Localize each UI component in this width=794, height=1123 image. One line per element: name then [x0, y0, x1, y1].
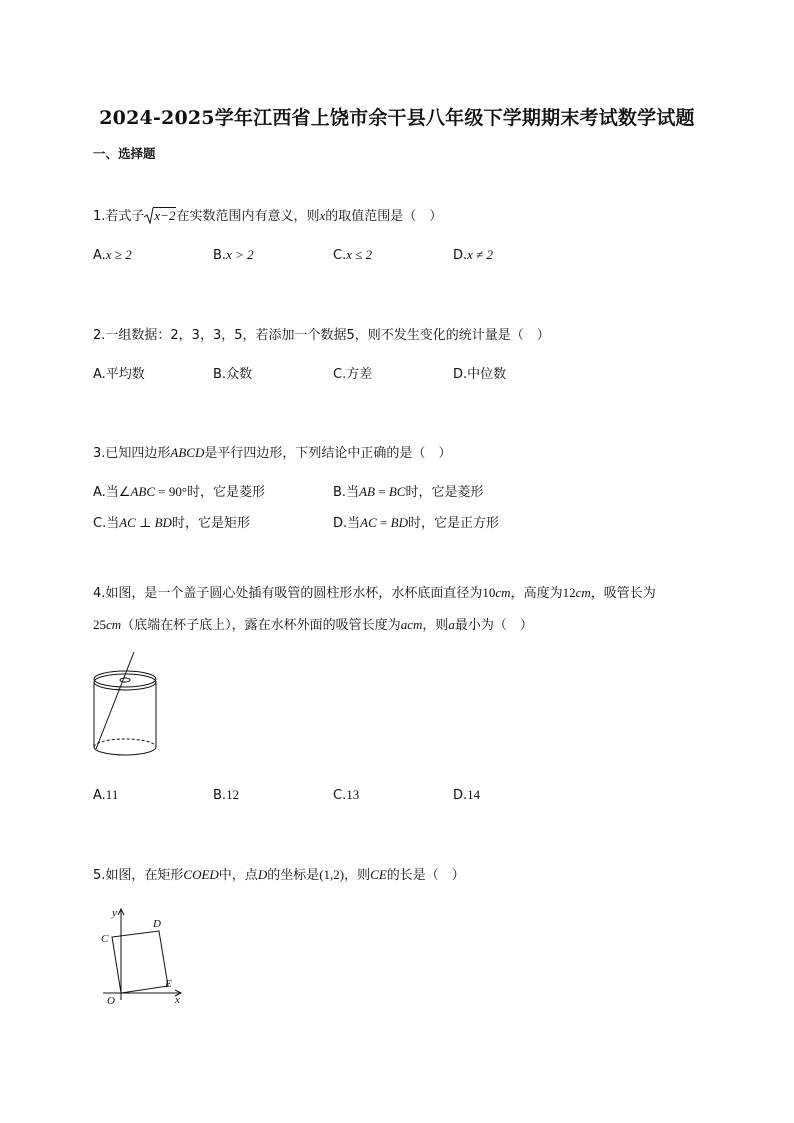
- page-title: 2024-2025学年江西省上饶市余干县八年级下学期期末考试数学试题: [99, 107, 695, 129]
- q5-text: 的坐标是: [267, 868, 320, 883]
- q4-unit: cm: [495, 585, 511, 600]
- question-5: [93, 864, 465, 883]
- q4-text: ，高度为: [510, 586, 563, 601]
- rectangle-coed: [112, 931, 168, 993]
- option-math: AC: [360, 515, 377, 530]
- cup-bottom-front: [94, 747, 156, 755]
- coordinate-figure: [93, 900, 193, 1012]
- question-4-line-2: [93, 614, 533, 633]
- sqrt-icon: [144, 206, 154, 224]
- option-letter: B.: [213, 248, 227, 263]
- q5-rect-name: COED: [183, 867, 219, 882]
- option-letter: C.: [333, 788, 347, 803]
- option-letter: A.: [93, 367, 106, 382]
- q2-option-c: [333, 363, 372, 382]
- q5-text: 中，点: [218, 868, 258, 883]
- option-post: 时，它是正方形: [407, 516, 499, 531]
- q4-option-b: [213, 787, 239, 803]
- q4-height: 12: [562, 585, 576, 600]
- cup-figure: [84, 650, 174, 762]
- option-mid: =: [374, 484, 389, 499]
- option-value: 11: [105, 787, 119, 802]
- q4-option-d: [453, 787, 480, 803]
- option-letter: C.: [333, 248, 347, 263]
- q3-quad-name: ABCD: [170, 445, 205, 460]
- straw: [96, 652, 134, 749]
- option-letter: C.: [333, 367, 347, 382]
- option-letter: A.: [93, 248, 106, 263]
- option-pre: 当: [346, 485, 360, 500]
- sqrt-expression: [144, 208, 176, 224]
- q3-option-a: [93, 481, 265, 500]
- label-d: D: [153, 918, 161, 930]
- q3-text-1: 3.已知四边形: [93, 446, 171, 461]
- q3-option-b: [333, 481, 483, 500]
- question-4-line-1: [93, 582, 656, 601]
- option-post: 时，它是菱形: [405, 485, 484, 500]
- q4-text: （底端在杯子底上），露在水杯外面的吸管长度为: [121, 618, 401, 633]
- option-mid: ⊥: [135, 515, 155, 530]
- option-math-2: BC: [388, 484, 406, 499]
- option-letter: B.: [333, 485, 347, 500]
- q3-text-2: 是平行四边形，下列结论中正确的是（ ）: [204, 446, 452, 461]
- option-text: 平均数: [105, 367, 145, 382]
- q5-segment: CE: [370, 867, 387, 882]
- option-post: 时，它是矩形: [171, 516, 250, 531]
- option-math: ABC: [130, 484, 156, 499]
- q1-option-d: [453, 247, 493, 263]
- option-math: AC: [119, 515, 136, 530]
- option-math: AB: [359, 484, 375, 499]
- option-expr: x ≥ 2: [105, 247, 132, 262]
- q1-option-c: [333, 247, 372, 263]
- option-letter: D.: [333, 516, 348, 531]
- option-mid: =: [376, 515, 391, 530]
- q4-option-a: [93, 787, 118, 803]
- q2-option-a: [93, 363, 145, 382]
- option-letter: D.: [453, 367, 468, 382]
- question-1: [93, 205, 442, 224]
- q3-option-c: [93, 512, 250, 531]
- q4-diameter: 10: [482, 585, 496, 600]
- option-expr: x ≤ 2: [346, 247, 373, 262]
- q4-text: ，吸管长为: [590, 586, 656, 601]
- option-letter: A.: [93, 485, 106, 500]
- q1-suffix-b: 的取值范围是（ ）: [325, 209, 443, 224]
- q5-text: ，则: [344, 868, 371, 883]
- q3-option-d: [333, 512, 499, 531]
- option-value: 14: [467, 787, 481, 802]
- option-letter: D.: [453, 248, 468, 263]
- cup-bottom-back: [94, 739, 156, 747]
- q1-suffix-a: 在实数范围内有意义，则: [176, 209, 320, 224]
- q1-option-b: [213, 247, 254, 263]
- option-letter: D.: [453, 788, 468, 803]
- option-expr: x > 2: [226, 247, 254, 262]
- option-pre: 当∠: [105, 485, 131, 500]
- q4-unit: cm: [575, 585, 591, 600]
- option-letter: B.: [213, 367, 227, 382]
- q2-option-b: [213, 363, 252, 382]
- label-y: y: [112, 907, 117, 919]
- q5-point: D: [257, 867, 268, 882]
- q1-prefix: 1.若式子: [93, 209, 145, 224]
- cup-lid-outer: [94, 671, 156, 687]
- q4-text: 最小为（ ）: [454, 618, 533, 633]
- option-math-2: BD: [154, 515, 172, 530]
- option-letter: B.: [213, 788, 227, 803]
- question-3: [93, 442, 451, 461]
- option-letter: C.: [93, 516, 107, 531]
- straw-hole: [120, 678, 130, 682]
- option-letter: A.: [93, 788, 106, 803]
- label-c: C: [101, 933, 109, 945]
- label-x: x: [175, 994, 180, 1006]
- option-pre: 当: [106, 516, 120, 531]
- option-expr: x ≠ 2: [467, 247, 494, 262]
- q5-text: 的长是（ ）: [386, 868, 465, 883]
- q4-text: ，则: [422, 618, 449, 633]
- q4-text: 4.如图，是一个盖子圆心处插有吸管的圆柱形水杯，水杯底面直径为: [93, 586, 483, 601]
- q5-text: 5.如图，在矩形: [93, 868, 184, 883]
- option-text: 众数: [226, 367, 253, 382]
- question-2: 2.一组数据：2，3，3，5，若添加一个数据5，则不发生变化的统计量是（ ）: [93, 328, 550, 343]
- q4-straw-length: 25: [93, 617, 106, 632]
- label-o: O: [107, 995, 115, 1007]
- q5-coordinate: (1,2): [319, 867, 345, 882]
- label-e: E: [165, 978, 172, 990]
- q4-option-c: [333, 787, 359, 803]
- option-pre: 当: [347, 516, 361, 531]
- option-text: 中位数: [467, 367, 507, 382]
- q4-var: a: [448, 617, 455, 632]
- q1-var: x: [319, 208, 326, 223]
- q4-unit: acm: [400, 617, 423, 632]
- section-heading: 一、选择题: [93, 146, 156, 161]
- option-value: 13: [346, 787, 360, 802]
- q1-radicand: x−2: [154, 208, 176, 223]
- option-value: 12: [226, 787, 240, 802]
- option-math-2: BD: [390, 515, 408, 530]
- option-text: 方差: [346, 367, 373, 382]
- option-post: 时，它是菱形: [187, 485, 266, 500]
- q4-unit: cm: [106, 617, 122, 632]
- q1-option-a: [93, 247, 132, 263]
- q2-option-d: [453, 363, 506, 382]
- option-mid: = 90°: [155, 484, 188, 499]
